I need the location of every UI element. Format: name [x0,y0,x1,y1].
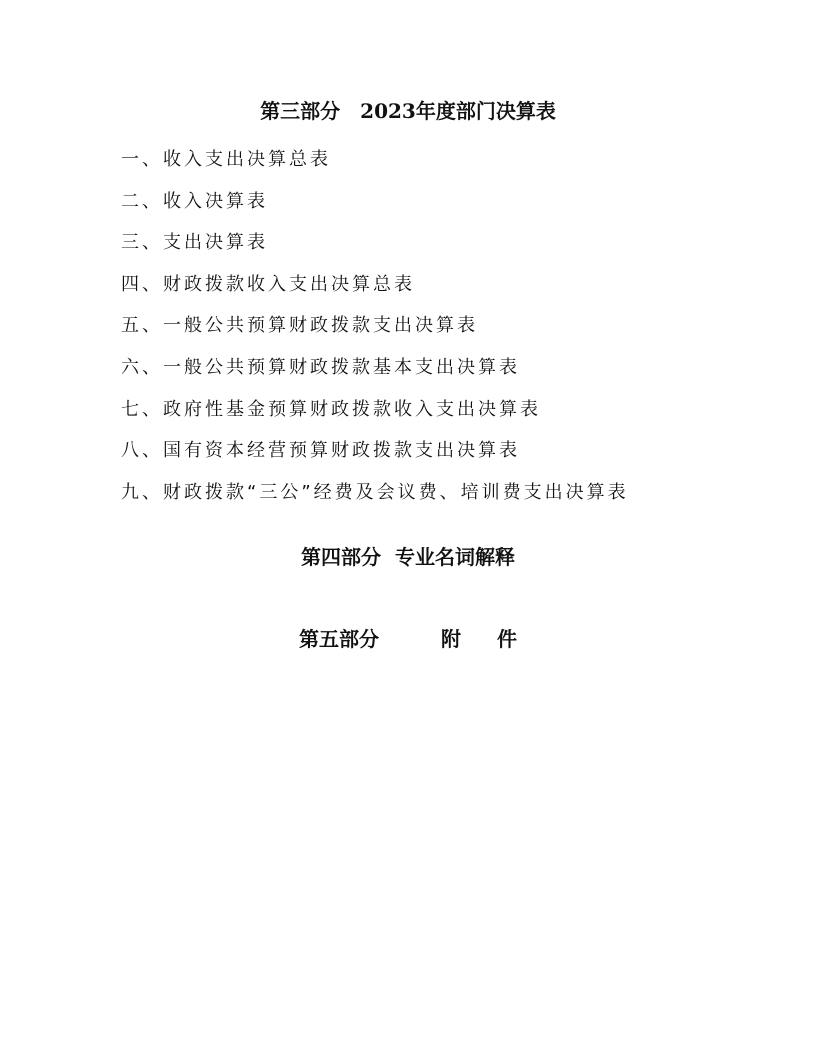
part5-word-2: 件 [497,627,517,651]
list-item: 二、收入决算表 [121,190,268,212]
part5-word-1: 附 [441,627,461,651]
list-item: 六、一般公共预算财政拨款基本支出决算表 [121,356,520,378]
part5-heading [0,627,816,651]
list-item: 九、财政拨款“三公”经费及会议费、培训费支出决算表 [121,481,629,503]
part3-heading: 第三部分 2023年度部门决算表 [260,99,556,123]
part3-table-list [121,147,629,521]
list-item: 七、政府性基金预算财政拨款收入支出决算表 [121,398,541,420]
part5-label: 第五部分 [299,627,379,651]
list-item: 三、支出决算表 [121,232,268,254]
list-item: 五、一般公共预算财政拨款支出决算表 [121,315,478,337]
list-item: 一、收入支出决算总表 [121,149,331,170]
part4-heading: 第四部分 专业名词解释 [301,545,515,569]
list-item: 四、财政拨款收入支出决算总表 [121,273,415,295]
list-item: 八、国有资本经营预算财政拨款支出决算表 [121,440,520,462]
